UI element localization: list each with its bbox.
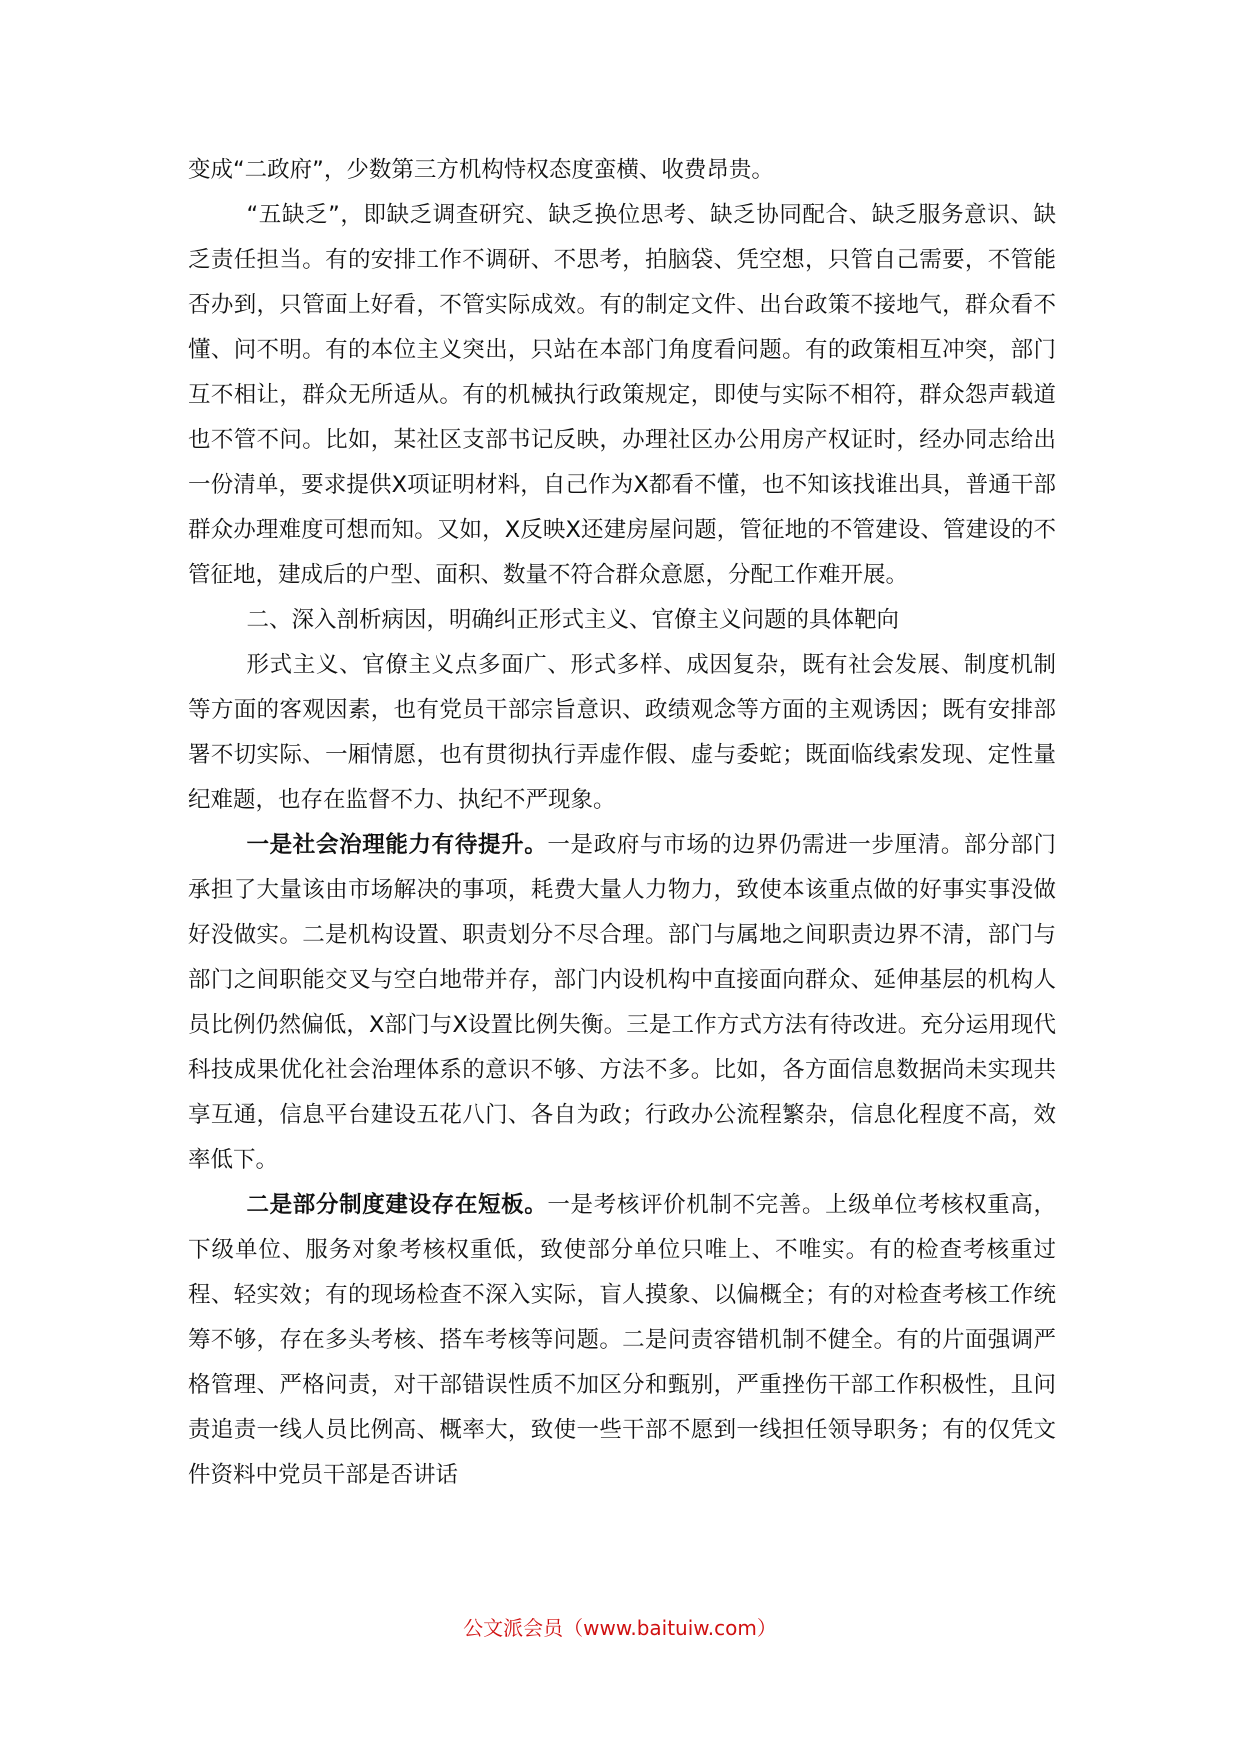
document-page [188,0,1056,1498]
section-heading-text: 二、深入剖析病因，明确纠正形式主义、官僚主义问题的具体靶向 [246,607,900,633]
paragraph-5-lead: 一是社会治理能力有待提升。 [246,832,548,858]
paragraph-2 [188,193,1056,598]
paragraph-6-lead: 二是部分制度建设存在短板。 [246,1192,548,1218]
paragraph-1-text: 变成“二政府”，少数第三方机构恃权态度蛮横、收费昂贵。 [188,157,774,183]
paragraph-4 [188,643,1056,823]
section-heading [188,598,1056,643]
paragraph-6-text: 一是考核评价机制不完善。上级单位考核权重高，下级单位、服务对象考核权重低，致使部分单位只唯上、不唯实。有的检查考核重过程、轻实效；有的现场检查不深入实际，盲人摸象、以偏概全；有的对检查考核工作统筹不够，存在多头考核、搭车考核等问题。二是问责容错机制不健全。有的片面强调严格管理、严格问责，对干部错误性质不加区分和甄别，严重挫伤干部工作积极性，且问责追责一线人员比例高、概率大，致使一些干部不愿到一线担任领导职务；有的仅凭文件资料中党员干部是否讲话 [188,1192,1056,1488]
paragraph-1 [188,148,1056,193]
paragraph-6 [188,1183,1056,1498]
paragraph-5 [188,823,1056,1183]
footer-text: 公文派会员（www.baituiw.com） [463,1616,777,1640]
footer-watermark-link[interactable] [0,1612,1240,1641]
top-margin [188,0,1056,148]
paragraph-2-text: “五缺乏”，即缺乏调查研究、缺乏换位思考、缺乏协同配合、缺乏服务意识、缺乏责任担当。有的安排工作不调研、不思考，拍脑袋、凭空想，只管自己需要，不管能否办到，只管面上好看，不管实际成效。有的制定文件、出台政策不接地气，群众看不懂、问不明。有的本位主义突出，只站在本部门角度看问题。有的政策相互冲突，部门互不相让，群众无所适从。有的机械执行政策规定，即使与实际不相符，群众怨声载道也不管不问。比如，某社区支部书记反映，办理社区办公用房产权证时，经办同志给出一份清单，要求提供X项证明材料，自己作为X都看不懂，也不知该找谁出具，普通干部群众办理难度可想而知。又如，X反映X还建房屋问题，管征地的不管建设、管建设的不管征地，建成后的户型、面积、数量不符合群众意愿，分配工作难开展。 [188,202,1056,588]
paragraph-4-text: 形式主义、官僚主义点多面广、形式多样、成因复杂，既有社会发展、制度机制等方面的客观因素，也有党员干部宗旨意识、政绩观念等方面的主观诱因；既有安排部署不切实际、一厢情愿，也有贯彻执行弄虚作假、虚与委蛇；既面临线索发现、定性量纪难题，也存在监督不力、执纪不严现象。 [188,652,1056,813]
paragraph-5-text: 一是政府与市场的边界仍需进一步厘清。部分部门承担了大量该由市场解决的事项，耗费大量人力物力，致使本该重点做的好事实事没做好没做实。二是机构设置、职责划分不尽合理。部门与属地之间职责边界不清，部门与部门之间职能交叉与空白地带并存，部门内设机构中直接面向群众、延伸基层的机构人员比例仍然偏低，X部门与X设置比例失衡。三是工作方式方法有待改进。充分运用现代科技成果优化社会治理体系的意识不够、方法不多。比如，各方面信息数据尚未实现共享互通，信息平台建设五花八门、各自为政；行政办公流程繁杂，信息化程度不高，效率低下。 [188,832,1056,1173]
